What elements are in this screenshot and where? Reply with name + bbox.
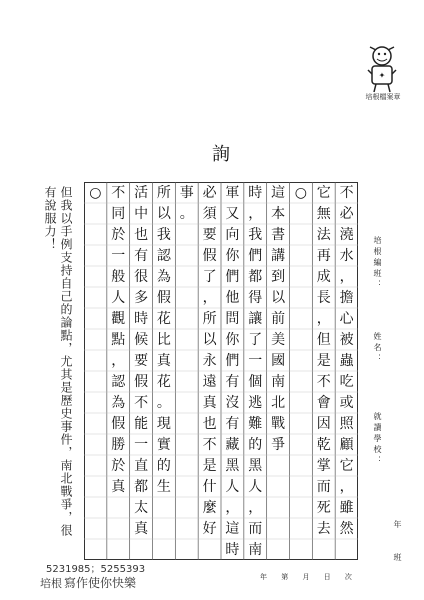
motto-text: 寫作使你快樂 [64,576,137,590]
text-column [154,182,173,560]
essay-title: 詢 [212,144,230,165]
grade-label: 年 班 [393,520,402,564]
text-cell: 擔 [339,289,354,306]
text-cell: 軍 [225,184,240,201]
text-cell: ， [111,352,126,369]
motto [40,574,136,591]
text-cell: 為 [156,268,171,285]
text-column [269,182,288,560]
text-cell: 美 [271,331,286,348]
text-cell: 本 [271,205,286,222]
text-cell: 澆 [339,226,354,243]
text-cell: 死 [316,499,331,516]
text-cell: 是 [316,352,331,369]
text-column [177,182,196,560]
text-cell: 黑 [225,457,240,474]
text-cell: 去 [316,520,331,537]
text-cell: 這 [225,520,240,537]
text-cell: 一 [134,436,149,453]
text-cell: 勝 [111,436,126,453]
text-cell: 要 [202,226,217,243]
text-cell: 一 [248,352,263,369]
text-cell: 都 [134,478,149,495]
text-cell: 照 [339,415,354,432]
text-column [246,182,265,560]
text-cell: 被 [339,331,354,348]
text-cell: 假 [202,247,217,264]
text-cell: ○ [89,184,102,201]
text-cell: 時 [248,184,263,201]
text-cell: 多 [134,289,149,306]
text-cell: 真 [134,520,149,537]
text-cell: 但 [316,331,331,348]
text-cell: 般 [111,268,126,285]
text-cell: 書 [271,226,286,243]
text-cell: 人 [111,289,126,306]
text-column [86,182,105,560]
text-cell: ， [339,478,354,495]
text-cell: 一 [111,247,126,264]
text-cell: 戰 [271,415,286,432]
text-cell: 吃 [339,373,354,390]
text-cell: 不 [316,373,331,390]
text-cell: 因 [316,415,331,432]
text-cell: 假 [134,373,149,390]
svg-text:✦: ✦ [378,71,386,80]
text-cell: 我 [248,226,263,243]
text-cell: 現 [156,415,171,432]
text-cell: 於 [111,226,126,243]
text-cell: 活 [134,184,149,201]
text-cell: 到 [271,268,286,285]
text-cell: ， [248,499,263,516]
text-cell: 會 [316,394,331,411]
text-cell: 顧 [339,436,354,453]
text-cell: 而 [248,520,263,537]
text-cell: 無 [316,205,331,222]
text-cell: 蟲 [339,352,354,369]
text-cell: 北 [271,394,286,411]
text-cell: 同 [111,205,126,222]
text-cell: 法 [316,226,331,243]
text-cell: 不 [111,184,126,201]
text-cell: 真 [111,478,126,495]
text-cell: 事 [179,184,194,201]
text-cell: 直 [134,457,149,474]
text-cell: 也 [202,415,217,432]
text-cell: ， [225,499,240,516]
text-cell: 好 [202,520,217,537]
text-cell: 或 [339,394,354,411]
text-cell: 。 [179,205,194,222]
text-cell: 有 [225,373,240,390]
text-cell: 再 [316,247,331,264]
text-cell: 假 [111,415,126,432]
text-cell: 候 [134,331,149,348]
text-cell: ， [316,310,331,327]
text-cell: 你 [225,331,240,348]
text-cell: 南 [271,373,286,390]
text-cell: 們 [225,268,240,285]
name-label: 姓名： [373,332,382,365]
text-cell: 的 [156,457,171,474]
text-cell: 認 [111,373,126,390]
text-cell: 必 [202,184,217,201]
text-cell: 了 [248,331,263,348]
text-cell: 花 [156,373,171,390]
text-cell: 認 [156,247,171,264]
text-cell: 以 [202,331,217,348]
text-cell: 問 [225,310,240,327]
text-cell: 逃 [248,394,263,411]
school-stamp-icon [362,40,402,96]
text-cell: 太 [134,499,149,516]
text-cell: 不 [134,394,149,411]
text-cell: 遠 [202,373,217,390]
text-cell: 它 [339,457,354,474]
text-cell: 掌 [316,457,331,474]
text-cell: 它 [316,184,331,201]
text-column [132,182,151,560]
text-cell: 而 [316,478,331,495]
text-cell: 們 [225,352,240,369]
text-cell: 。 [156,394,171,411]
stamp-label: 培根檔案章 [365,93,401,101]
text-cell: 實 [156,436,171,453]
teacher-comment: 但我以手例支持自己的論點，尤其是歷史事件，南北戰爭，很有說服力！ [43,186,73,537]
text-cell: 真 [156,352,171,369]
text-cell: 人 [248,478,263,495]
text-cell: 觀 [111,310,126,327]
date-labels: 年 第 月 日 次 [260,573,352,581]
text-cell: 不 [339,184,354,201]
text-cell: 得 [248,289,263,306]
text-cell: 永 [202,352,217,369]
text-cell: 然 [339,520,354,537]
text-cell: 成 [316,268,331,285]
text-cell: 又 [225,205,240,222]
text-cell: 要 [134,352,149,369]
text-cell: 生 [156,478,171,495]
text-cell: 比 [156,331,171,348]
text-cell: 乾 [316,436,331,453]
text-column [291,182,310,560]
text-cell: 讓 [248,310,263,327]
text-cell: 什 [202,478,217,495]
text-cell: 黑 [248,457,263,474]
text-cell: 有 [134,247,149,264]
class-label: 培根編班： [373,236,382,291]
text-cell: 以 [156,205,171,222]
text-cell: 假 [156,289,171,306]
text-cell: 沒 [225,394,240,411]
text-cell: 心 [339,310,354,327]
text-cell: 時 [225,541,240,558]
text-cell: 須 [202,205,217,222]
text-cell: 有 [225,415,240,432]
signature: 培根 [40,577,62,590]
text-cell: 個 [248,373,263,390]
text-cell: ， [248,205,263,222]
text-cell: 時 [134,310,149,327]
text-column [314,182,333,560]
text-cell: 這 [271,184,286,201]
manuscript-grid [84,182,358,560]
text-cell: 雖 [339,499,354,516]
text-cell: 了 [202,268,217,285]
text-cell: 不 [202,436,217,453]
text-cell: 為 [111,394,126,411]
text-cell: 人 [225,478,240,495]
text-cell: 點 [111,331,126,348]
text-cell: 於 [111,457,126,474]
text-cell: 你 [225,247,240,264]
text-cell: 前 [271,310,286,327]
text-column [109,182,128,560]
text-cell: 南 [248,541,263,558]
school-label: 就讀學校： [373,412,382,467]
text-cell: 難 [248,415,263,432]
text-cell: 很 [134,268,149,285]
text-column [223,182,242,560]
text-cell: 花 [156,310,171,327]
text-cell: 國 [271,352,286,369]
text-cell: 真 [202,394,217,411]
text-cell: 向 [225,226,240,243]
text-cell: 我 [156,226,171,243]
text-cell: 中 [134,205,149,222]
text-cell: 所 [202,310,217,327]
text-cell: 以 [271,289,286,306]
text-cell: 他 [225,289,240,306]
text-cell: 麼 [202,499,217,516]
text-cell: 所 [156,184,171,201]
text-cell: ， [202,289,217,306]
text-cell: 長 [316,289,331,306]
text-cell: ○ [294,184,308,201]
text-column [200,182,219,560]
text-cell: 能 [134,415,149,432]
text-cell: 的 [248,436,263,453]
text-cell: 們 [248,247,263,264]
text-cell: ， [339,268,354,285]
text-cell: 是 [202,457,217,474]
text-cell: 水 [339,247,354,264]
phone-numbers: 5231985；5255393 [46,564,146,575]
text-cell: 也 [134,226,149,243]
text-cell: 講 [271,247,286,264]
text-cell: 爭 [271,436,286,453]
text-column [337,182,356,560]
text-cell: 都 [248,268,263,285]
text-cell: 必 [339,205,354,222]
text-cell: 藏 [225,436,240,453]
